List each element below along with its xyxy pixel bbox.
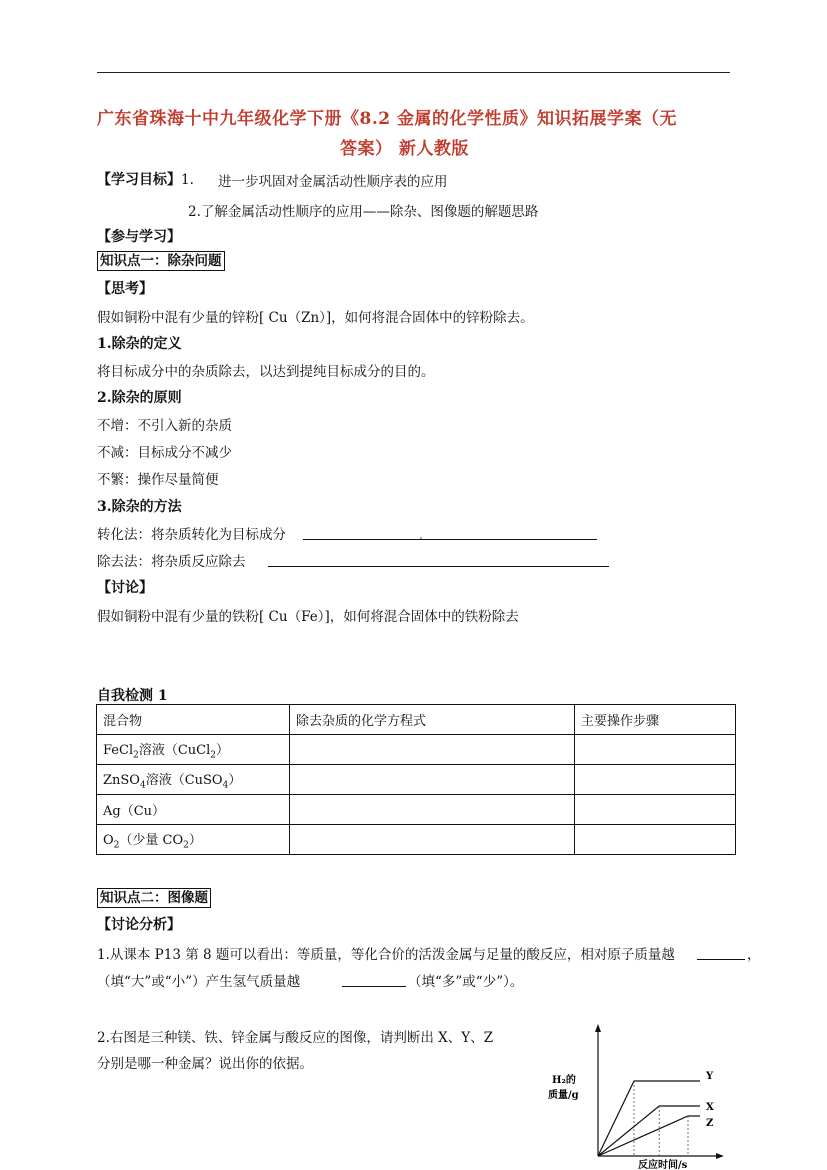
x-axis-arrow — [716, 1153, 724, 1159]
goal-1-number: 1. — [181, 172, 194, 188]
table-row — [97, 795, 736, 825]
doc-title-line2: 答案） 新人教版 — [340, 139, 469, 159]
stray-mark — [420, 537, 422, 539]
goal-1: 进一步巩固对金属活动性顺序表的应用 — [218, 174, 448, 190]
table-header-row — [97, 705, 736, 735]
self-check-title: 自我检测 1 — [97, 688, 168, 704]
header-rule — [97, 72, 730, 73]
question-2-line1: 2.右图是三种镁、铁、锌金属与酸反应的图像，请判断出 X、Y、Z — [97, 1030, 494, 1046]
steps-cell[interactable] — [575, 735, 736, 765]
question-1-line2a: （填“大”或“小”）产生氢气质量越 — [97, 974, 301, 990]
header-steps: 主要操作步骤 — [575, 705, 736, 735]
participate-label: 【参与学习】 — [97, 229, 181, 245]
goal-2: 2.了解金属活动性顺序的应用——除杂、图像题的解题思路 — [188, 204, 539, 220]
mixture-cell: FeCl$_2$溶液（CuCl$_2$） — [97, 735, 290, 765]
mixture-cell: $O_2$（少量 $CO_2$） — [97, 825, 290, 855]
y-axis-label-line2: 质量/g — [548, 1090, 579, 1101]
learning-goals — [97, 169, 194, 189]
y-axis-arrow — [595, 1024, 601, 1032]
y-axis-label — [548, 1073, 579, 1101]
steps-cell[interactable] — [575, 825, 736, 855]
equation-cell[interactable] — [290, 795, 575, 825]
kp1-title: 知识点一：除杂问题 — [97, 251, 225, 271]
header-mixture: 混合物 — [97, 705, 290, 735]
principle-3: 不繁：操作尽量简便 — [97, 472, 219, 488]
steps-cell[interactable] — [575, 765, 736, 795]
series-line-y — [598, 1081, 700, 1156]
principle-heading: 2.除杂的原则 — [97, 390, 182, 406]
kp2-title: 知识点二：图像题 — [97, 888, 211, 908]
table-row — [97, 765, 736, 795]
hydrogen-mass-graph — [540, 1016, 740, 1170]
table-row — [97, 735, 736, 765]
equation-cell[interactable] — [290, 765, 575, 795]
think-text: 假如铜粉中混有少量的锌粉[ Cu（Zn）]，如何将混合固体中的锌粉除去。 — [97, 310, 534, 326]
method-1-answer-blank[interactable] — [303, 539, 597, 540]
series-label-y: Y — [706, 1071, 714, 1082]
question-1-blank-2[interactable] — [342, 986, 406, 987]
series-line-x — [598, 1106, 700, 1156]
definition-heading: 1.除杂的定义 — [97, 336, 182, 352]
think-label: 【思考】 — [97, 281, 153, 297]
series-line-z — [598, 1116, 700, 1156]
question-1-comma: ， — [747, 947, 761, 963]
method-2-answer-blank[interactable] — [268, 566, 609, 567]
x-axis-label: 反应时间/s — [638, 1160, 688, 1170]
equation-cell[interactable] — [290, 825, 575, 855]
method-1: 转化法：将杂质转化为目标成分 — [97, 527, 286, 543]
method-2: 除去法：将杂质反应除去 — [97, 554, 246, 570]
method-heading: 3.除杂的方法 — [97, 499, 182, 515]
goals-label: 【学习目标】 — [97, 172, 181, 188]
principle-2: 不减：目标成分不减少 — [97, 445, 232, 461]
discuss-analysis-label: 【讨论分析】 — [97, 917, 181, 933]
y-axis-label-line1: H₂的 — [552, 1075, 576, 1086]
discuss-text: 假如铜粉中混有少量的铁粉[ Cu（Fe）]，如何将混合固体中的铁粉除去 — [97, 609, 519, 625]
self-check-table — [96, 704, 736, 855]
mixture-cell: ZnSO$_4$溶液（CuSO$_4$） — [97, 765, 290, 795]
equation-cell[interactable] — [290, 735, 575, 765]
question-1-line1: 1.从课本 P13 第 8 题可以看出：等质量，等化合价的活泼金属与足量的酸反应，相对原子质量越 — [97, 947, 675, 963]
discuss-label: 【讨论】 — [97, 580, 153, 596]
mixture-cell: Ag（Cu） — [97, 795, 290, 825]
steps-cell[interactable] — [575, 795, 736, 825]
table-row — [97, 825, 736, 855]
series-label-z: Z — [706, 1118, 714, 1129]
series-lines — [598, 1071, 714, 1156]
doc-title-line1: 广东省珠海十中九年级化学下册《8.2 金属的化学性质》知识拓展学案（无 — [97, 109, 677, 129]
series-label-x: X — [706, 1102, 714, 1113]
principle-1: 不增：不引入新的杂质 — [97, 418, 232, 434]
question-1-line2b: （填“多”或“少”）。 — [408, 974, 524, 990]
question-1-blank-1[interactable] — [697, 959, 745, 960]
definition-text: 将目标成分中的杂质除去，以达到提纯目标成分的目的。 — [97, 364, 435, 380]
question-2-line2: 分别是哪一种金属？说出你的依据。 — [97, 1056, 313, 1072]
header-equation: 除去杂质的化学方程式 — [290, 705, 575, 735]
